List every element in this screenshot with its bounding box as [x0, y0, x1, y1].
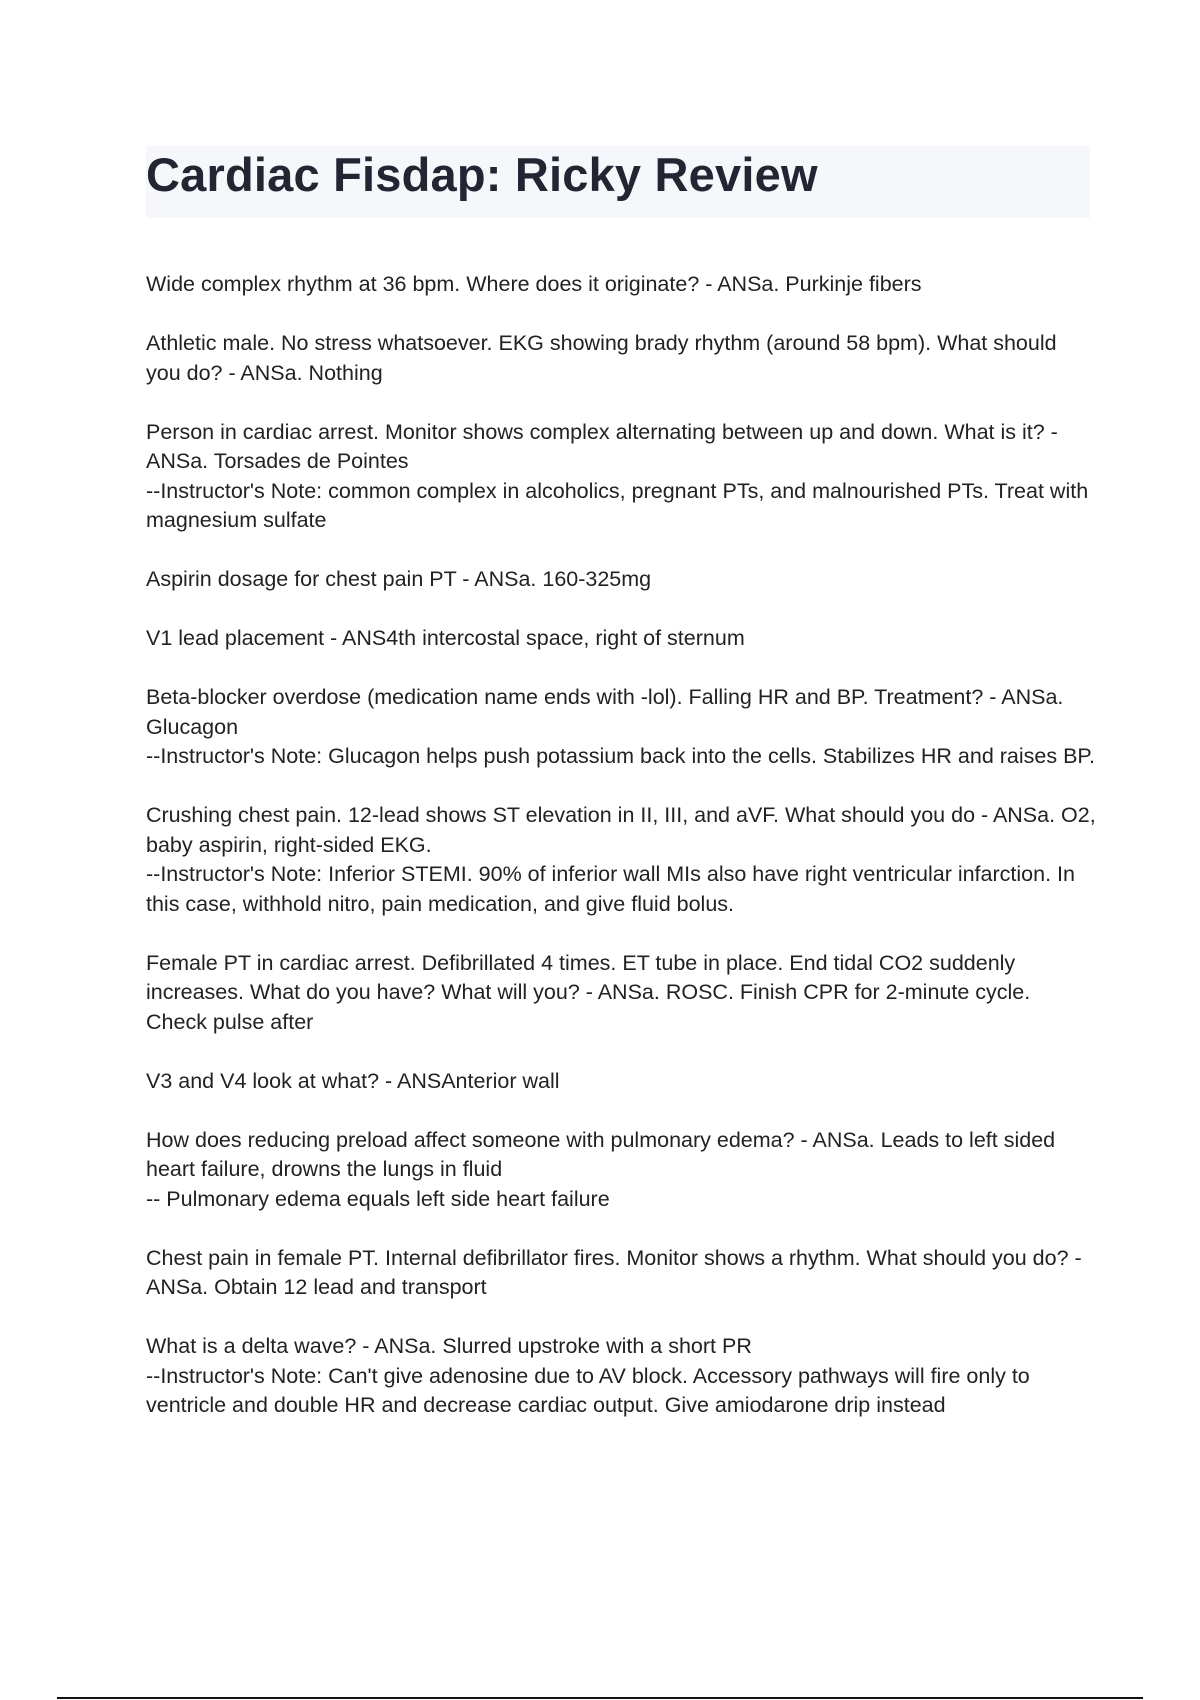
qa-item: [146, 270, 1096, 300]
qa-item: [146, 683, 1096, 772]
qa-text: Crushing chest pain. 12-lead shows ST elevation in II, III, and aVF. What should you do - ANSa. O2, baby aspirin, right-sided EKG.: [146, 803, 1096, 857]
page-bottom-rule: [57, 1697, 1143, 1699]
qa-item: [146, 1332, 1096, 1421]
qa-item: [146, 624, 1096, 654]
qa-text: Chest pain in female PT. Internal defibrillator fires. Monitor shows a rhythm. What should you do? - ANSa. Obtain 12 lead and transport: [146, 1245, 1082, 1299]
qa-item: [146, 418, 1096, 536]
qa-text: Beta-blocker overdose (medication name ends with -lol). Falling HR and BP. Treatment? - ANSa. Glucagon: [146, 685, 1064, 739]
qa-item: [146, 329, 1096, 388]
qa-text: Athletic male. No stress whatsoever. EKG showing brady rhythm (around 58 bpm). What should you do? - ANSa. Nothing: [146, 331, 1057, 385]
qa-text: Wide complex rhythm at 36 bpm. Where does it originate? - ANSa. Purkinje fibers: [146, 272, 922, 296]
qa-item: [146, 1126, 1096, 1215]
qa-text: V1 lead placement - ANS4th intercostal space, right of sternum: [146, 626, 745, 650]
qa-item: [146, 801, 1096, 919]
qa-text: Female PT in cardiac arrest. Defibrillated 4 times. ET tube in place. End tidal CO2 suddenly increases. What do you have? What will you? - ANSa. ROSC. Finish CPR for 2-minute cycle. Check pulse after: [146, 950, 1031, 1034]
qa-item: [146, 1244, 1096, 1303]
qa-text: How does reducing preload affect someone with pulmonary edema? - ANSa. Leads to left sided heart failure, drowns the lungs in fluid: [146, 1127, 1056, 1181]
document-title: Cardiac Fisdap: Ricky Review: [146, 148, 818, 201]
qa-item: [146, 949, 1096, 1038]
instructor-note: --Instructor's Note: Inferior STEMI. 90% of inferior wall MIs also have right ventricular infarction. In this case, withhold nitro, pain medication, and give fluid bolus.: [146, 862, 1075, 916]
instructor-note: --Instructor's Note: Can't give adenosine due to AV block. Accessory pathways will fire only to ventricle and double HR and decrease cardiac output. Give amiodarone drip instead: [146, 1363, 1030, 1417]
qa-text: Aspirin dosage for chest pain PT - ANSa. 160-325mg: [146, 567, 652, 591]
qa-list: [146, 270, 1096, 1450]
qa-item: [146, 565, 1096, 595]
instructor-note: -- Pulmonary edema equals left side heart failure: [146, 1186, 610, 1211]
qa-text: What is a delta wave? - ANSa. Slurred upstroke with a short PR: [146, 1334, 752, 1358]
instructor-note: --Instructor's Note: Glucagon helps push potassium back into the cells. Stabilizes HR and raises BP.: [146, 744, 1095, 768]
instructor-note: --Instructor's Note: common complex in alcoholics, pregnant PTs, and malnourished PTs. Treat with magnesium sulfate: [146, 478, 1089, 532]
qa-text: V3 and V4 look at what? - ANSAnterior wall: [146, 1068, 560, 1093]
qa-item: [146, 1067, 1096, 1097]
qa-text: Person in cardiac arrest. Monitor shows complex alternating between up and down. What is it? - ANSa. Torsades de Pointes: [146, 419, 1058, 473]
